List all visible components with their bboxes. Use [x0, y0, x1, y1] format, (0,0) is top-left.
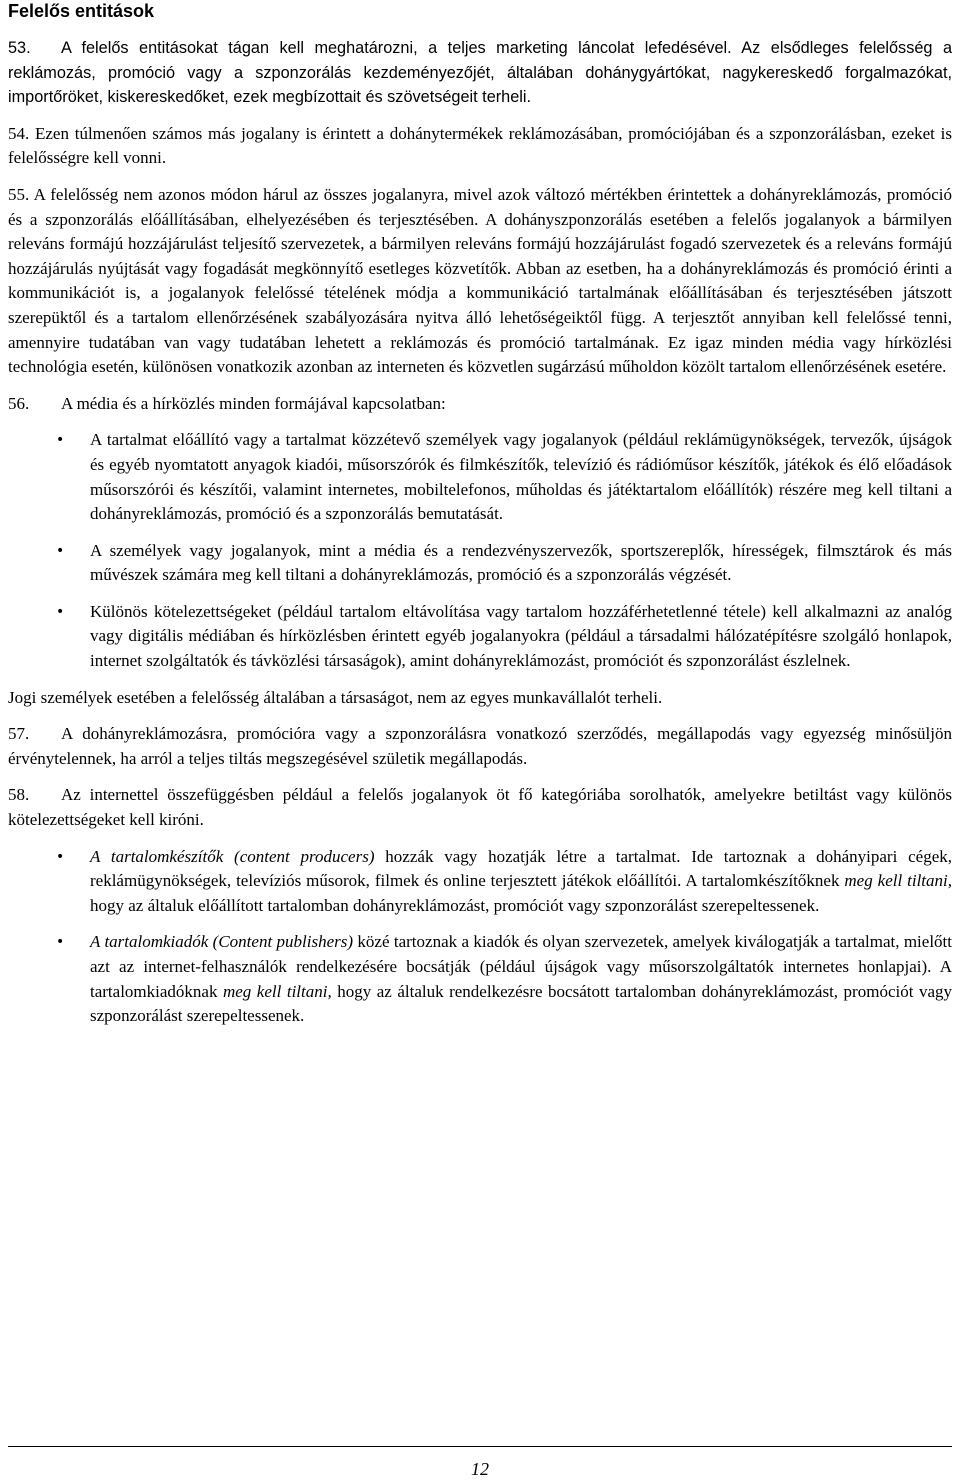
media-bullet-list — [8, 428, 952, 673]
emphasis-prohibit: meg kell tiltani, — [844, 871, 952, 891]
page-number: 12 — [471, 1459, 489, 1479]
paragraph-55 — [8, 183, 952, 380]
section-title: Felelős entitások — [8, 1, 155, 21]
paragraph-text: A média és a hírközlés minden formájával kapcsolatban: — [61, 393, 446, 413]
list-item-text: A tartalmat előállító vagy a tartalmat közzétevő személyek vagy jogalanyok (például reklámügynökségek, tervezők, újságok és egyéb nyomtatott anyagok kiadói, műsorszórók és filmkészítők, televízió és rádióműsor készítők, játékok és élő előadások műsorszórói és készítői, valamint internetes, mobiltelefonos, műholdas és játéktartalom előállítók) részére meg kell tiltani a dohányreklámozás, promóció és a szponzorálás bemutatását. — [90, 430, 952, 524]
paragraph-text: Ezen túlmenően számos más jogalany is érintett a dohánytermékek reklámozásában, promóciójában és a szponzorálásban, ezeket is felelősségre kell vonni. — [8, 123, 952, 168]
list-item-text: hozzák vagy hozatják létre a tartalmat. Ide tartoznak a dohányipari cégek, reklámügynökségek, televíziós műsorok, filmek és online terjesztett játékok előállítói. A tartalomkészítőknek — [90, 846, 952, 891]
list-item — [8, 930, 952, 1028]
internet-bullet-list — [8, 845, 952, 1029]
list-item-text: hogy az általuk előállított tartalomban dohányreklámozást, promóciót vagy szponzorálást szerepeltessenek. — [90, 895, 820, 915]
paragraph-53 — [8, 36, 952, 110]
list-item-text: közé tartoznak a kiadók és olyan szervezetek, amelyek kiválogatják a tartalmat, mielőtt azt az internet-felhasználók rendelkezésére bocsátják (például újságok vagy műsorszolgáltatók internetes honlapjai). A tartalomkiadóknak — [90, 932, 952, 1001]
paragraph-58 — [8, 783, 952, 832]
bullet-icon: • — [56, 542, 65, 559]
paragraph-57 — [8, 722, 952, 771]
paragraph-number: 55. — [8, 184, 30, 204]
bullet-icon: • — [56, 432, 65, 449]
term-content-publishers: A tartalomkiadók (Content publishers) — [90, 932, 354, 952]
list-item-text: Különös kötelezettségeket (például tartalom eltávolítása vagy tartalom hozzáférhetetlenné tétele) kell alkalmazni az analóg vagy digitális médiában és hírközlésben érintett egyéb jogalanyokra (például a társadalmi hálózatépítésre szolgáló honlapok, internet szolgáltatók és távközlési társaságok), amint dohányreklámozást, promóciót és szponzorálást észlelnek. — [90, 601, 952, 671]
document-page — [8, 0, 952, 1029]
paragraph-number: 56. — [8, 393, 30, 413]
paragraph-number: 57. — [8, 724, 30, 744]
footer-divider — [8, 1446, 952, 1447]
list-item — [8, 428, 952, 526]
paragraph-number: 53. — [8, 39, 31, 57]
legal-persons-paragraph: Jogi személyek esetében a felelősség általában a társaságot, nem az egyes munkavállalót terheli. — [8, 687, 663, 707]
bullet-icon: • — [56, 848, 65, 865]
list-item-text: A személyek vagy jogalanyok, mint a média és a rendezvényszervezők, sportszereplők, hírességek, filmsztárok és más művészek számára meg kell tiltani a dohányreklámozás, promóció és a szponzorálás végzését. — [90, 540, 952, 585]
bullet-icon: • — [56, 603, 65, 620]
paragraph-text: A felelősség nem azonos módon hárul az összes jogalanyra, mivel azok változó mértékben érintettek a dohányreklámozás, promóció és a szponzorálás előállításában, elhelyezésében és terjesztésében. A dohányszponzorálás esetében a felelős jogalanyok a bármilyen releváns formájú hozzájárulást teljesítő szervezetek, a bármilyen releváns formájú hozzájárulást fogadó szervezetek és a releváns formájú hozzájárulás nyújtását vagy fogadását megkönnyítő esetleges közvetítők. Abban az esetben, ha a dohányreklámozás és promóció érinti a kommunikációt is, a jogalanyok felelőssé tételének módja a kommunikáció tartalmának előállításában és terjesztésében játszott szerepüktől és a tartalom ellenőrzésének szabályozására nyitva álló lehetőségeiktől függ. A terjesztőt annyiban kell felelőssé tenni, amennyire tudatában van vagy tudatában lehetett a reklámozás és promóció tartalmának. Ez igaz minden média vagy hírközlési technológia esetén, különösen vonatkozik azonban az interneten és közvetlen sugárzású műholdon közölt tartalom ellenőrzésének esetére. — [8, 184, 952, 377]
paragraph-54 — [8, 122, 952, 171]
list-item-text: hogy az általuk rendelkezésre bocsátott tartalomban dohányreklámozást, promóciót vagy szponzorálást szerepeltessenek. — [90, 981, 952, 1026]
list-item — [8, 539, 952, 588]
paragraph-56 — [8, 392, 952, 417]
term-content-producers: A tartalomkészítők (content producers) — [90, 846, 375, 866]
list-item — [8, 845, 952, 919]
paragraph-text: A felelős entitásokat tágan kell meghatározni, a teljes marketing láncolat lefedésével. Az elsődleges felelősség a reklámozás, promóció vagy a szponzorálás kezdeményezőjét, általában dohánygyártókat, nagykereskedő forgalmazókat, importőröket, kiskereskedőket, ezek megbízottait és szövetségeit terheli. — [8, 39, 952, 107]
paragraph-text: A dohányreklámozásra, promócióra vagy a szponzorálásra vonatkozó szerződés, megállapodás vagy egyezség minősüljön érvénytelennek, ha arról a teljes tiltás megszegésével születik megállapodás. — [8, 724, 952, 768]
paragraph-number: 54. — [8, 123, 30, 143]
paragraph-number: 58. — [8, 785, 30, 805]
bullet-icon: • — [56, 934, 65, 951]
emphasis-prohibit: meg kell tiltani, — [222, 981, 332, 1001]
list-item — [8, 600, 952, 674]
paragraph-text: Az internettel összefüggésben például a felelős jogalanyok öt fő kategóriába sorolhatók, amelyekre betiltást vagy különös kötelezettségeket kell kiróni. — [8, 785, 952, 830]
